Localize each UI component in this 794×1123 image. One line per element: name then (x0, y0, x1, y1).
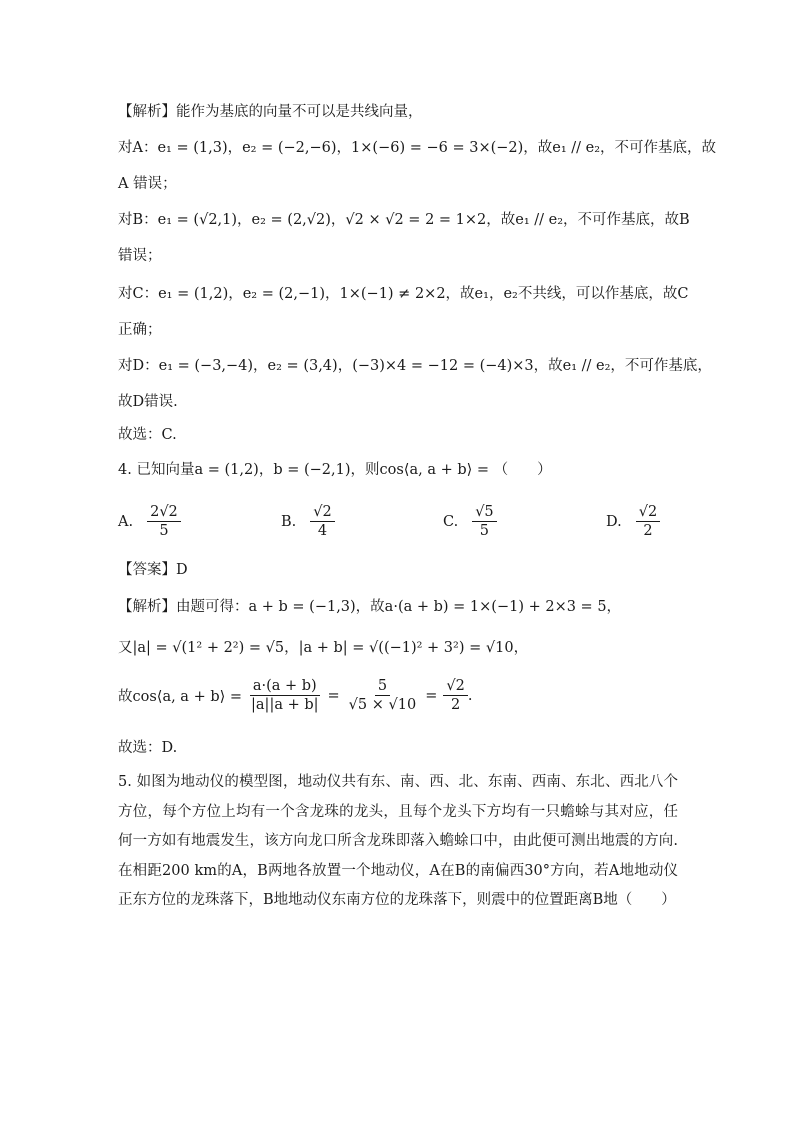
fraction-numerator: 2√2 (147, 503, 181, 522)
fraction-denominator: 5 (159, 523, 169, 539)
q4-final-choice: 故选：D. (118, 740, 178, 756)
q4-answer: 【答案】D (118, 562, 188, 578)
q4-option-d (606, 503, 660, 540)
q3-option-a-analysis: 对A：e₁ = (1,3)，e₂ = (−2,−6)，1×(−6) = −6 = 3×(−2)，故e₁ // e₂，不可作基底，故 (118, 140, 717, 156)
fraction-numerator: a·(a + b) (250, 677, 320, 696)
equals-sign: = (425, 687, 438, 704)
cos-value-fraction (346, 677, 420, 714)
q5-stem: 5. 如图为地动仪的模型图，地动仪共有东、南、西、北、东南、西南、东北、西北八个方位，每个方位上均有一个含龙珠的龙头，且每个龙头下方均有一只蟾蜍与其对应，任何一方如有地震发生，该方向龙口所含龙珠即落入蟾蜍口中，由此便可测出地震的方向. 在相距200 km的A，B两地各放置一个地动仪，A在B的南偏西30°方向，若A地地动仪正东方位的龙珠落下，B地地动仪东南方位的龙珠落下，则震中的位置距离B地（ ） (118, 774, 678, 908)
fraction-denominator: 2 (450, 697, 461, 713)
q3-option-a-conclusion: A 错误； (118, 176, 177, 192)
q4-option-fraction (310, 503, 334, 540)
q3-option-d-conclusion: 故D错误. (118, 394, 178, 410)
fraction-numerator: √2 (636, 503, 660, 522)
q4-option-letter: C. (443, 513, 459, 530)
fraction-numerator: 5 (375, 677, 390, 696)
q3-option-c-conclusion: 正确； (118, 322, 162, 338)
fraction-numerator: √2 (310, 503, 334, 522)
q4-analysis-step-1: 【解析】由题可得：a + b = (−1,3)，故a·(a + b) = 1×(−1) + 2×3 = 5， (118, 599, 622, 615)
q3-analysis-intro: 【解析】能作为基底的向量不可以是共线向量， (118, 104, 423, 120)
period: . (467, 687, 473, 704)
fraction-denominator: √5 × √10 (348, 697, 417, 713)
cos-formula-fraction (248, 677, 321, 714)
q4-option-fraction (147, 503, 181, 540)
fraction-denominator: 2 (643, 523, 653, 539)
cos-result-fraction (443, 677, 467, 714)
q4-option-fraction (472, 503, 496, 540)
q4-stem: 4. 已知向量a = (1,2)，b = (−2,1)，则cos⟨a, a + b⟩ = （ ） (118, 462, 552, 478)
cos-expression: 故cos⟨a, a + b⟩ = (118, 689, 243, 705)
fraction-denominator: |a||a + b| (251, 697, 319, 713)
q4-analysis-step-3 (118, 677, 472, 714)
equals-sign: = (327, 687, 340, 704)
q3-option-b-analysis: 对B：e₁ = (√2,1)，e₂ = (2,√2)，√2 × √2 = 2 = 1×2，故e₁ // e₂，不可作基底，故B (118, 212, 690, 228)
q3-option-b-conclusion: 错误； (118, 248, 162, 264)
q4-option-fraction (636, 503, 660, 540)
q4-option-letter: B. (281, 513, 297, 530)
q4-option-letter: D. (606, 513, 622, 530)
q3-option-d-analysis: 对D：e₁ = (−3,−4)，e₂ = (3,4)，(−3)×4 = −12 = (−4)×3，故e₁ // e₂，不可作基底， (118, 358, 712, 374)
fraction-denominator: 5 (479, 523, 490, 539)
q4-option-letter: A. (118, 513, 134, 530)
q4-analysis-step-2: 又|a| = √(1² + 2²) = √5，|a + b| = √((−1)² + 3²) = √10， (118, 640, 529, 656)
q3-option-c-analysis: 对C：e₁ = (1,2)，e₂ = (2,−1)，1×(−1) ≠ 2×2，故e₁，e₂不共线，可以作基底，故C (118, 286, 689, 302)
q4-option-b (281, 503, 335, 540)
fraction-numerator: √5 (472, 503, 496, 522)
q3-final-choice: 故选：C. (118, 427, 177, 443)
fraction-denominator: 4 (317, 523, 328, 539)
q4-option-a (118, 503, 181, 540)
q4-option-c (443, 503, 497, 540)
fraction-numerator: √2 (443, 677, 467, 696)
